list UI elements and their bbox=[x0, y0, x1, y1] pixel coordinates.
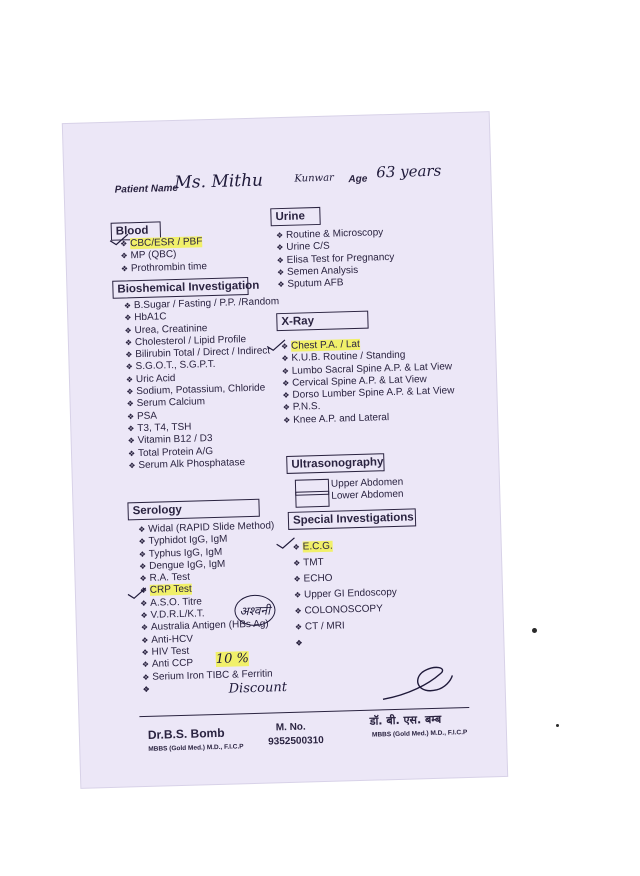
patient-line bbox=[114, 161, 475, 201]
test-item: ❖ Prothrombin time bbox=[121, 261, 207, 276]
test-item: ❖ MP (QBC) bbox=[120, 248, 206, 263]
patient-name-value: Ms. Mithu bbox=[174, 170, 264, 193]
test-item: ❖ HbA1C bbox=[124, 308, 280, 325]
test-item: ❖ K.U.B. Routine / Standing bbox=[281, 349, 453, 366]
test-item: ❖ Typhus IgG, IgM bbox=[139, 545, 275, 561]
check-mark-icon bbox=[108, 232, 130, 247]
test-item: ❖ TMT bbox=[293, 553, 396, 572]
test-item: ❖ Sodium, Potassium, Chloride bbox=[126, 382, 282, 399]
test-item: ❖ ECHO bbox=[293, 569, 396, 588]
test-item: ❖ A.S.O. Titre bbox=[140, 594, 276, 610]
test-item: ❖ Elisa Test for Pregnancy bbox=[277, 251, 395, 267]
test-item: ❖ COLONOSCOPY bbox=[294, 601, 397, 620]
test-item: ❖ Knee A.P. and Lateral bbox=[283, 410, 455, 427]
test-item: ❖ Sputum AFB bbox=[277, 276, 395, 292]
lower-abdomen-label: Lower Abdomen bbox=[331, 488, 404, 502]
test-item: ❖ HIV Test bbox=[141, 643, 277, 659]
prescription-sheet bbox=[63, 112, 507, 788]
scan-speck bbox=[556, 724, 559, 727]
doctor-name: Dr.B.S. Bomb bbox=[147, 725, 225, 742]
scan-speck bbox=[532, 628, 537, 633]
upper-abdomen-label: Upper Abdomen bbox=[330, 476, 404, 490]
mobile-label: M. No. bbox=[275, 721, 306, 734]
biochemical-list bbox=[124, 296, 284, 472]
age-value: 63 years bbox=[376, 161, 442, 182]
patient-name-label: Patient Name bbox=[114, 182, 179, 196]
test-item: ❖ Routine & Microscopy bbox=[276, 227, 394, 243]
test-item: ❖ P.N.S. bbox=[283, 398, 455, 415]
check-mark-icon bbox=[274, 536, 296, 551]
test-item: ❖ T3, T4, TSH bbox=[127, 419, 283, 436]
test-item: ❖ Vitamin B12 / D3 bbox=[128, 431, 284, 448]
test-item: ❖ PSA bbox=[127, 407, 283, 424]
serology-header: Serology bbox=[127, 499, 259, 521]
test-item: ❖ Cholesterol / Lipid Profile bbox=[125, 333, 281, 350]
mobile-number: 9352500310 bbox=[267, 735, 324, 748]
test-item: ❖ Semen Analysis bbox=[277, 264, 395, 280]
test-item: ❖ Widal (RAPID Slide Method) bbox=[138, 520, 274, 536]
test-item: ❖ Serium Iron TIBC & Ferritin bbox=[142, 668, 278, 684]
patient-surname-value: Kunwar bbox=[294, 172, 335, 185]
discount-word: Discount bbox=[228, 680, 288, 697]
check-mark-icon bbox=[265, 338, 287, 353]
test-item: ❖ Dorso Lumber Spine A.P. & Lat View bbox=[282, 385, 454, 402]
special-investigations-header: Special Investigations bbox=[288, 508, 416, 530]
test-item: ❖ Anti-HCV bbox=[141, 631, 277, 647]
ultrasonography-header: Ultrasonography bbox=[286, 453, 384, 474]
test-item: ❖ S.G.O.T., S.G.P.T. bbox=[125, 358, 281, 375]
test-item: ❖ Chest P.A. / Lat bbox=[281, 336, 453, 353]
xray-list bbox=[281, 336, 455, 427]
doctor-quals-right: MBBS (Gold Med.) M.D., F.I.C.P bbox=[371, 729, 468, 739]
test-item: ❖ E.C.G. bbox=[293, 537, 396, 556]
ultrasound-box-lower bbox=[295, 491, 329, 508]
test-item: ❖ Urine C/S bbox=[276, 239, 394, 255]
test-item: ❖ R.A. Test bbox=[139, 569, 275, 585]
biochemical-header: Bioshemical Investigation bbox=[112, 277, 248, 299]
urine-list bbox=[276, 227, 395, 292]
doctor-quals: MBBS (Gold Med.) M.D., F.I.C.P bbox=[148, 743, 244, 753]
blood-list bbox=[120, 236, 207, 275]
test-item: ❖ CRP Test bbox=[140, 582, 276, 598]
test-item: ❖ Uric Acid bbox=[126, 370, 282, 387]
test-item: ❖ CT / MRI bbox=[295, 617, 398, 636]
test-item: ❖ B.Sugar / Fasting / P.P. /Random bbox=[124, 296, 280, 313]
test-item: ❖ Upper GI Endoscopy bbox=[294, 585, 397, 604]
discount-percent: 10 % bbox=[215, 651, 250, 668]
test-item: ❖ Cervical Spine A.P. & Lat View bbox=[282, 373, 454, 390]
test-item: ❖ Bilirubin Total / Direct / Indirect bbox=[125, 345, 281, 362]
xray-header: X-Ray bbox=[276, 311, 368, 332]
test-item: ❖ V.D.R.L/K.T. bbox=[140, 606, 276, 622]
test-item: ❖ CBC/ESR / PBF bbox=[120, 236, 206, 251]
test-item: ❖ Anti CCP bbox=[142, 656, 278, 672]
handwritten-note: अश्वनी bbox=[234, 594, 276, 626]
doctor-name-hindi: डॉ. बी. एस. बम्ब bbox=[369, 712, 442, 728]
test-item: ❖ Urea, Creatinine bbox=[124, 321, 280, 338]
test-item: ❖ Lumbo Sacral Spine A.P. & Lat View bbox=[282, 361, 454, 378]
signature-icon bbox=[378, 663, 455, 705]
blood-header: Blood bbox=[111, 221, 161, 240]
test-item: ❖ Australia Antigen (HBs Ag) bbox=[141, 619, 277, 635]
urine-header: Urine bbox=[270, 207, 320, 226]
check-mark-icon bbox=[126, 586, 148, 601]
test-item: ❖ Serum Alk Phosphatase bbox=[128, 456, 284, 473]
test-item: ❖ Dengue IgG, IgM bbox=[139, 557, 275, 573]
special-list bbox=[293, 537, 398, 636]
test-item: ❖ Serum Calcium bbox=[127, 394, 283, 411]
test-item: ❖ Total Protein A/G bbox=[128, 444, 284, 461]
age-label: Age bbox=[348, 173, 368, 186]
test-item: ❖ Typhidot IgG, IgM bbox=[138, 533, 274, 549]
